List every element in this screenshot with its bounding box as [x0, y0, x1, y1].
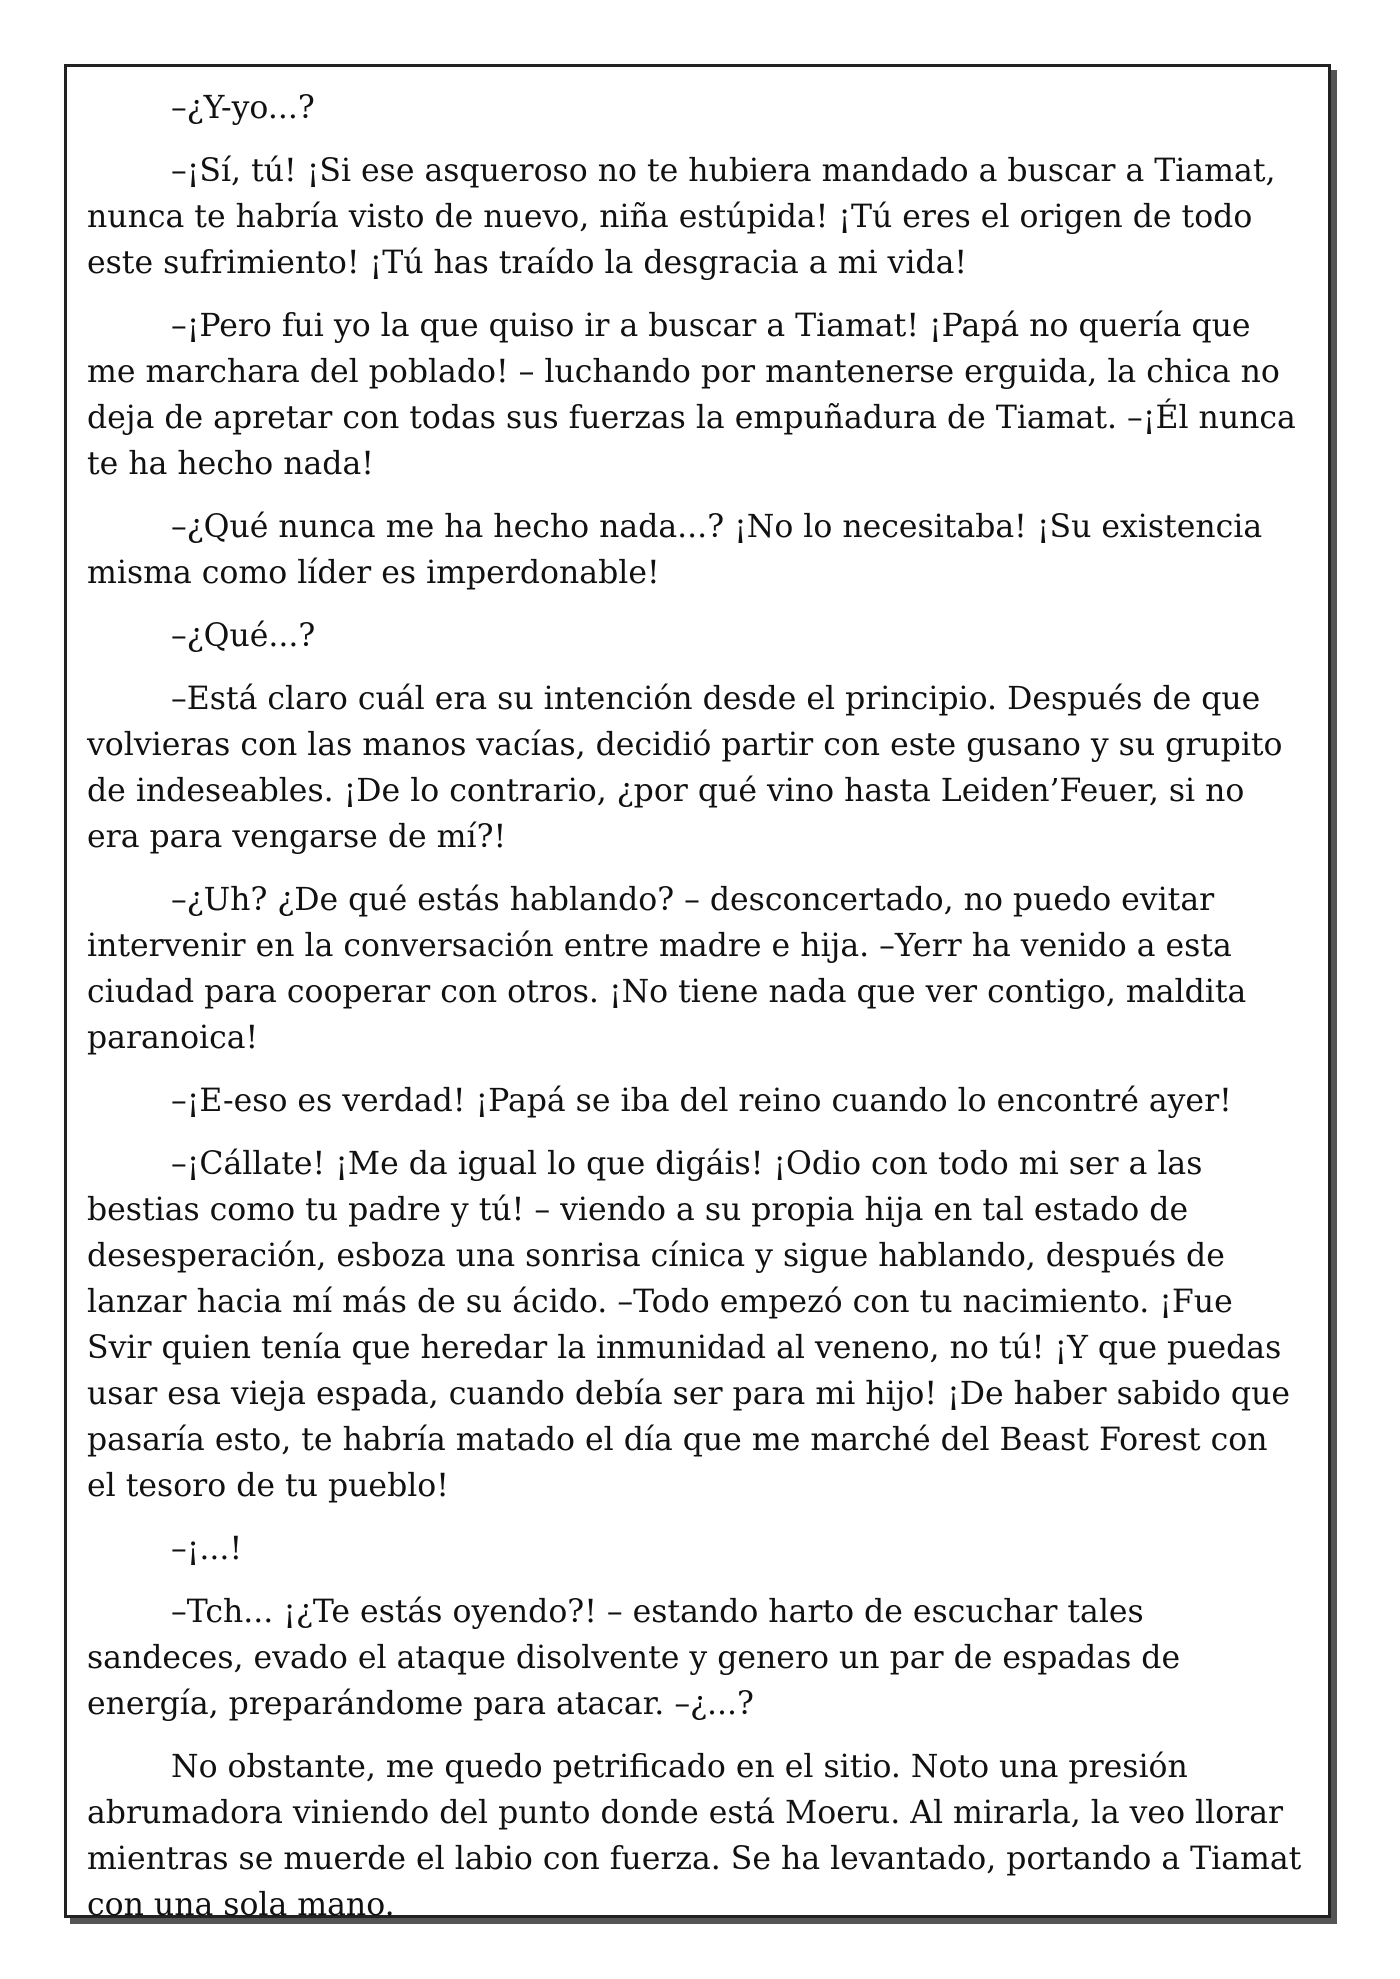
paragraph-4: –¿Qué nunca me ha hecho nada...? ¡No lo necesitaba! ¡Su existencia misma como líder es imperdonable!	[87, 509, 1263, 591]
paragraph-8: –¡E-eso es verdad! ¡Papá se iba del reino cuando lo encontré ayer!	[171, 1083, 1232, 1119]
paragraph-1: –¿Y-yo...?	[171, 90, 315, 126]
paragraph-5: –¿Qué...?	[171, 618, 316, 654]
paragraph-6: –Está claro cuál era su intención desde el principio. Después de que volvieras con las manos vacías, decidió partir con este gusano y su grupito de indeseables. ¡De lo contrario, ¿por qué vino hasta Leiden’Feuer, si no era para vengarse de mí?!	[87, 681, 1283, 855]
paragraph-12: No obstante, me quedo petrificado en el sitio. Noto una presión abrumadora viniendo del punto donde está Moeru. Al mirarla, la veo llorar mientras se muerde el labio con fuerza. Se ha levantado, portando a Tiamat con una sola mano.	[87, 1749, 1302, 1923]
paragraph-10: –¡...!	[171, 1531, 243, 1567]
paragraph-11: –Tch... ¡¿Te estás oyendo?! – estando harto de escuchar tales sandeces, evado el ataque disolvente y genero un par de espadas de energía, preparándome para atacar. –¿...?	[87, 1594, 1181, 1722]
paragraph-9: –¡Cállate! ¡Me da igual lo que digáis! ¡Odio con todo mi ser a las bestias como tu padre y tú! – viendo a su propia hija en tal estado de desesperación, esboza una sonrisa cínica y sigue hablando, después de lanzar hacia mí más de su ácido. –Todo empezó con tu nacimiento. ¡Fue Svir quien tenía que heredar la inmunidad al veneno, no tú! ¡Y que puedas usar esa vieja espada, cuando debía ser para mi hijo! ¡De haber sabido que pasaría esto, te habría matado el día que me marché del Beast Forest con el tesoro de tu pueblo!	[87, 1146, 1290, 1504]
paragraph-7: –¿Uh? ¿De qué estás hablando? – desconcertado, no puedo evitar intervenir en la conversación entre madre e hija. –Yerr ha venido a esta ciudad para cooperar con otros. ¡No tiene nada que ver contigo, maldita paranoica!	[87, 882, 1247, 1056]
page-frame	[64, 64, 1331, 1923]
paragraph-3: –¡Pero fui yo la que quiso ir a buscar a Tiamat! ¡Papá no quería que me marchara del poblado! – luchando por mantenerse erguida, la chica no deja de apretar con todas sus fuerzas la empuñadura de Tiamat. –¡Él nunca te ha hecho nada!	[87, 308, 1296, 482]
paragraph-2: –¡Sí, tú! ¡Si ese asqueroso no te hubiera mandado a buscar a Tiamat, nunca te habría visto de nuevo, niña estúpida! ¡Tú eres el origen de todo este sufrimiento! ¡Tú has traído la desgracia a mi vida!	[87, 153, 1276, 281]
text-body	[87, 85, 1306, 1945]
